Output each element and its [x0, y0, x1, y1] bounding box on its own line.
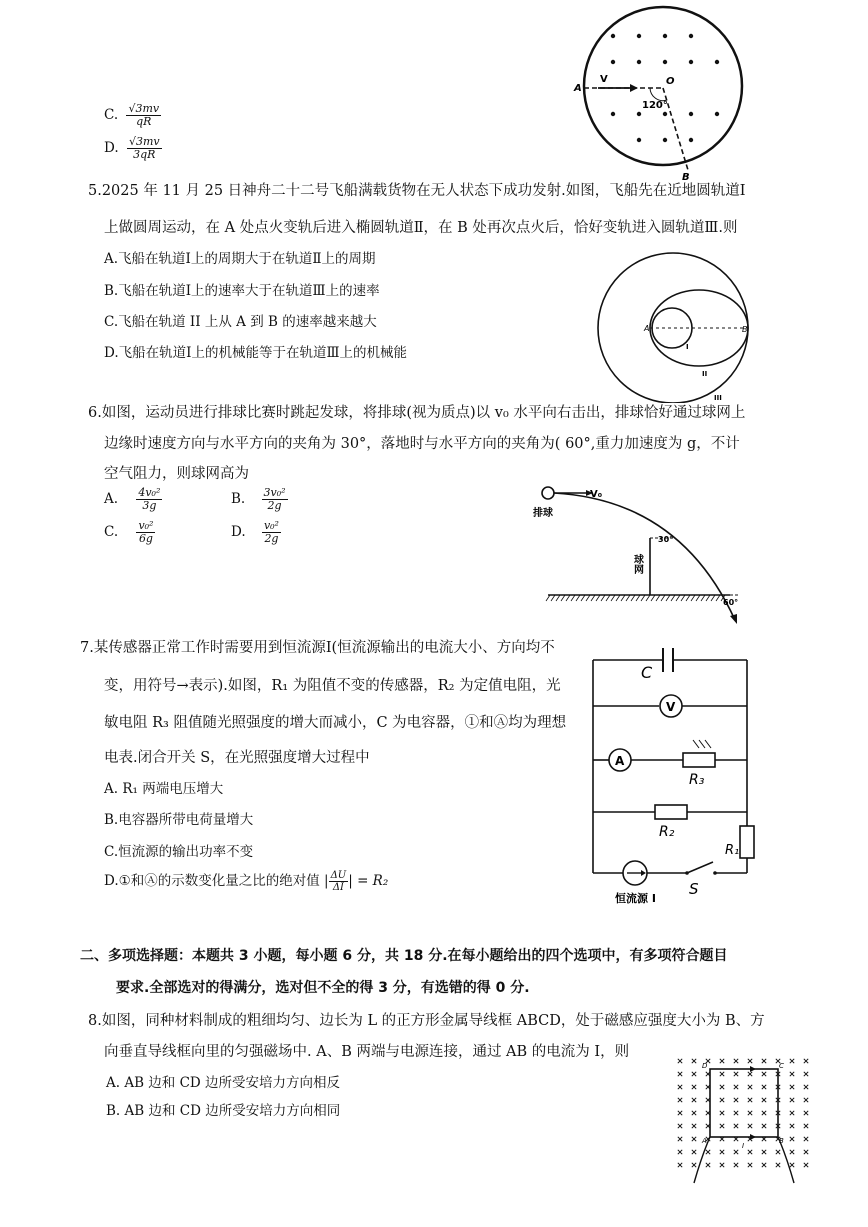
- q7-resistor-r1: [740, 826, 754, 858]
- q8-field-cross: [748, 1098, 752, 1102]
- q8-field-cross: [790, 1150, 794, 1154]
- q6-option-d-label: D.: [231, 524, 246, 540]
- q6-stem-line-2: 边缘时速度方向与水平方向的夹角为 30°，落地时与水平方向的夹角为( 60°,重力加速度为 g，不计: [104, 436, 740, 452]
- q7-option-d-suffix: | = R₂: [348, 873, 389, 889]
- q4-option-c-fraction: [126, 103, 161, 128]
- q7-light-arrow-3: [705, 740, 711, 748]
- q7-switch-contact: [713, 871, 717, 875]
- q8-field-cross: [678, 1137, 682, 1141]
- q7-stem-line-2: 变，用符号→表示).如图，R₁ 为阻值不变的传感器，R₂ 为定值电阻，光: [104, 678, 561, 694]
- q6-hatch-line: [606, 595, 610, 601]
- q5-option-c: C.飞船在轨道 II 上从 A 到 B 的速率越来越大: [104, 314, 377, 330]
- q8-field-cross: [734, 1059, 738, 1063]
- q6-hatch-line: [551, 595, 555, 601]
- q8-field-cross: [804, 1163, 808, 1167]
- q8-field-cross: [790, 1059, 794, 1063]
- q5-label-iii: III: [714, 394, 722, 402]
- q4-field-dot: [689, 60, 693, 64]
- q8-label-b: B: [779, 1137, 784, 1145]
- q6-option-b-denominator: 2g: [267, 499, 282, 512]
- q8-field-cross: [692, 1111, 696, 1115]
- q8-field-cross: [804, 1111, 808, 1115]
- q7-switch-pivot: [685, 871, 689, 875]
- q4-option-d-denominator: 3qR: [133, 148, 156, 161]
- q8-field-cross: [706, 1150, 710, 1154]
- q5-label-i: I: [686, 343, 689, 351]
- q6-option-c-numerator: v₀²: [138, 519, 154, 532]
- q8-current-arrowhead-dc: [750, 1066, 756, 1072]
- q8-option-a: A. AB 边和 CD 边所受安培力方向相反: [106, 1075, 341, 1091]
- q8-field-cross: [720, 1059, 724, 1063]
- q8-field-cross: [804, 1124, 808, 1128]
- q8-field-cross: [790, 1072, 794, 1076]
- q6-hatch-line: [656, 595, 660, 601]
- q7-option-d-fraction: [329, 870, 349, 893]
- q6-hatch-line: [576, 595, 580, 601]
- q8-field-cross: [748, 1059, 752, 1063]
- q6-option-d-fraction: [262, 520, 281, 545]
- q8-field-cross: [748, 1150, 752, 1154]
- q8-field-cross: [678, 1085, 682, 1089]
- q5-stem-line-2: 上做圆周运动，在 A 处点火变轨后进入椭圆轨道Ⅱ，在 B 处再次点火后，恰好变轨进入圆轨道Ⅲ.则: [104, 220, 738, 236]
- q8-field-cross: [720, 1085, 724, 1089]
- q4-field-dot: [637, 60, 641, 64]
- q4-field-dot: [689, 34, 693, 38]
- q8-field-cross: [748, 1163, 752, 1167]
- q8-field-cross: [678, 1111, 682, 1115]
- q4-option-c-numerator: √3mv: [128, 102, 160, 115]
- q6-hatch-line: [701, 595, 705, 601]
- q4-option-d-numerator: √3mv: [128, 135, 160, 148]
- q4-option-d-label: D.: [104, 140, 119, 156]
- q8-field-cross: [678, 1150, 682, 1154]
- q8-field-cross: [748, 1085, 752, 1089]
- q6-hatch-line: [691, 595, 695, 601]
- q6-hatch-line: [716, 595, 720, 601]
- q7-label-s: S: [689, 880, 699, 898]
- q6-hatch-line: [666, 595, 670, 601]
- q8-field-cross: [706, 1163, 710, 1167]
- q6-hatch-line: [586, 595, 590, 601]
- q8-field-cross: [720, 1111, 724, 1115]
- q4-option-c-denominator: qR: [136, 115, 152, 128]
- q6-hatch-line: [631, 595, 635, 601]
- q6-hatch-line: [621, 595, 625, 601]
- q7-stem-line-3: 敏电阻 R₃ 阻值随光照强度的增大而减小，C 为电容器，①和Ⓐ均为理想: [104, 715, 567, 731]
- q6-option-a-label: A.: [104, 491, 119, 507]
- q8-field-cross: [734, 1150, 738, 1154]
- q6-option-b-numerator: 3v₀²: [263, 486, 286, 499]
- q4-field-dot: [611, 34, 615, 38]
- q8-field-cross: [734, 1163, 738, 1167]
- q6-label-net: 球网: [631, 554, 643, 574]
- q8-field-cross: [762, 1163, 766, 1167]
- q6-hatch-line: [616, 595, 620, 601]
- q7-option-c: C.恒流源的输出功率不变: [104, 844, 254, 860]
- q8-field-cross: [804, 1137, 808, 1141]
- q4-option-d-fraction: [127, 136, 162, 161]
- q6-option-d-denominator: 2g: [264, 532, 279, 545]
- q6-option-d-numerator: v₀²: [263, 519, 279, 532]
- q6-hatch-line: [626, 595, 630, 601]
- q6-hatch-line: [676, 595, 680, 601]
- q6-ball: [542, 487, 554, 499]
- q7-option-d-denominator: ΔI: [332, 882, 344, 893]
- q4-option-c: [104, 103, 161, 128]
- q5-stem-line-1: 5.2025 年 11 月 25 日神舟二十二号飞船满载货物在无人状态下成功发射.如图，飞船先在近地圆轨道Ⅰ: [88, 183, 746, 199]
- q6-hatch-line: [596, 595, 600, 601]
- q4-option-d: [104, 136, 162, 161]
- q6-hatch-line: [646, 595, 650, 601]
- q7-resistor-r3: [683, 753, 715, 767]
- q7-resistor-r2: [655, 805, 687, 819]
- q8-field-cross: [678, 1098, 682, 1102]
- q6-option-a-numerator: 4v₀²: [138, 486, 161, 499]
- q4-field-dot: [637, 34, 641, 38]
- q7-label-source: 恒流源 I: [615, 892, 656, 905]
- q8-field-cross: [692, 1137, 696, 1141]
- q8-field-cross: [720, 1124, 724, 1128]
- q4-angle-arc: [650, 88, 667, 101]
- section2-heading-line-2: 要求.全部选对的得满分，选对但不全的得 3 分，有选错的得 0 分.: [116, 980, 530, 996]
- q8-field-cross: [692, 1085, 696, 1089]
- q5-label-ii: II: [702, 370, 708, 378]
- q5-orbit-iii: [598, 253, 748, 403]
- q4-field-dot: [715, 112, 719, 116]
- q8-field-cross: [804, 1085, 808, 1089]
- q7-light-arrow-1: [693, 740, 699, 748]
- q8-field-cross: [790, 1085, 794, 1089]
- q6-hatch-line: [601, 595, 605, 601]
- q7-option-b: B.电容器所带电荷量增大: [104, 812, 254, 828]
- q6-trajectory-arrowhead: [730, 614, 737, 624]
- q8-square-frame: [710, 1069, 778, 1137]
- q8-field-cross: [734, 1085, 738, 1089]
- q8-field-cross: [678, 1124, 682, 1128]
- q6-stem-line-1: 6.如图，运动员进行排球比赛时跳起发球，将排球(视为质点)以 v₀ 水平向右击出，排球恰好通过球网上: [88, 405, 746, 421]
- q8-field-cross: [734, 1111, 738, 1115]
- q4-label-b: B: [682, 172, 690, 182]
- q8-stem-line-1: 8.如图，同种材料制成的粗细均匀、边长为 L 的正方形金属导线框 ABCD，处于磁感应强度大小为 B、方: [88, 1013, 765, 1029]
- q5-orbit-figure: [590, 238, 770, 403]
- q5-option-a: A.飞船在轨道Ⅰ上的周期大于在轨道Ⅱ上的周期: [104, 251, 376, 267]
- q4-field-dot: [663, 112, 667, 116]
- q7-label-r3: R₃: [689, 772, 705, 788]
- q8-field-cross: [762, 1111, 766, 1115]
- q4-label-a: A: [574, 83, 582, 94]
- q8-field-cross: [776, 1163, 780, 1167]
- q8-field-cross: [790, 1137, 794, 1141]
- q6-hatch-line: [661, 595, 665, 601]
- q8-field-cross: [692, 1098, 696, 1102]
- q6-hatch-line: [651, 595, 655, 601]
- q8-field-cross: [790, 1124, 794, 1128]
- q6-hatch-line: [571, 595, 575, 601]
- q6-option-c: [104, 520, 155, 545]
- q7-label-c: C: [641, 663, 653, 682]
- q8-field-cross: [748, 1111, 752, 1115]
- q8-field-cross: [692, 1163, 696, 1167]
- q8-field-cross: [734, 1124, 738, 1128]
- q6-option-b: [231, 487, 288, 512]
- q6-hatch-line: [671, 595, 675, 601]
- q4-label-o: O: [666, 76, 675, 87]
- q4-field-dot: [715, 60, 719, 64]
- q7-circuit-figure: [585, 640, 765, 905]
- q8-field-cross: [804, 1150, 808, 1154]
- q6-label-angle-30: 30°: [658, 535, 674, 544]
- q8-field-cross: [762, 1150, 766, 1154]
- q4-label-v: V: [600, 74, 608, 85]
- q8-field-crosses: [678, 1059, 808, 1167]
- q8-field-cross: [678, 1072, 682, 1076]
- q5-label-a: A: [644, 324, 650, 333]
- q7-option-d-numerator: ΔU: [330, 870, 347, 881]
- q7-label-a: A: [615, 754, 625, 768]
- q6-hatch-line: [591, 595, 595, 601]
- q6-hatch-line: [636, 595, 640, 601]
- q4-label-angle: 120°: [642, 100, 668, 111]
- q6-option-b-label: B.: [231, 491, 246, 507]
- q4-velocity-arrowhead: [630, 84, 638, 92]
- q6-hatch-line: [686, 595, 690, 601]
- q8-field-cross: [790, 1098, 794, 1102]
- q8-current-arrowhead-ab: [750, 1134, 756, 1140]
- q6-hatch-line: [681, 595, 685, 601]
- q6-stem-line-3: 空气阻力，则球网高为: [104, 466, 249, 482]
- q6-option-a: [104, 487, 162, 512]
- q8-field-cross: [692, 1059, 696, 1063]
- q8-field-cross: [720, 1072, 724, 1076]
- q6-option-d: [231, 520, 281, 545]
- q7-stem-line-4: 电表.闭合开关 S，在光照强度增大过程中: [104, 750, 370, 766]
- q6-hatch-line: [706, 595, 710, 601]
- q6-hatch-line: [711, 595, 715, 601]
- q8-option-b: B. AB 边和 CD 边所受安培力方向相同: [106, 1103, 341, 1119]
- q4-field-dot: [637, 112, 641, 116]
- q8-label-c: C: [779, 1062, 784, 1070]
- q8-field-cross: [720, 1150, 724, 1154]
- q5-option-b: B.飞船在轨道Ⅰ上的速率大于在轨道Ⅲ上的速率: [104, 283, 380, 299]
- q6-ground-hatching: [546, 595, 725, 601]
- q8-stem-line-2: 向垂直导线框向里的匀强磁场中. A、B 两端与电源连接，通过 AB 的电流为 I，则: [104, 1044, 630, 1060]
- q8-field-cross: [804, 1072, 808, 1076]
- q6-option-a-fraction: [136, 487, 162, 512]
- q6-hatch-line: [696, 595, 700, 601]
- q4-field-dot: [637, 138, 641, 142]
- q6-option-a-denominator: 3g: [142, 499, 157, 512]
- q8-field-cross: [776, 1150, 780, 1154]
- q7-light-arrow-2: [699, 740, 705, 748]
- q5-label-b: B: [742, 325, 748, 334]
- q8-field-cross: [790, 1111, 794, 1115]
- q6-volleyball-figure: [530, 480, 755, 628]
- q8-label-a: A: [702, 1137, 707, 1145]
- q4-magnetic-field-figure: [570, 0, 750, 182]
- q6-option-c-fraction: [136, 520, 155, 545]
- q8-label-i: I: [742, 1142, 745, 1150]
- section2-heading-line-1: 二、多项选择题：本题共 3 小题，每小题 6 分，共 18 分.在每小题给出的四个选项中，有多项符合题目: [80, 948, 728, 964]
- q8-field-cross: [804, 1098, 808, 1102]
- q4-field-dot: [689, 112, 693, 116]
- q4-option-c-label: C.: [104, 107, 119, 123]
- q7-option-d: [104, 870, 388, 893]
- q7-switch-blade: [687, 862, 713, 873]
- q8-field-cross: [720, 1098, 724, 1102]
- q6-label-angle-60: 60°: [723, 598, 739, 607]
- q7-stem-line-1: 7.某传感器正常工作时需要用到恒流源Ⅰ(恒流源输出的电流大小、方向均不: [80, 640, 555, 656]
- q7-label-v: V: [666, 700, 676, 714]
- q6-hatch-line: [641, 595, 645, 601]
- q8-field-cross: [734, 1072, 738, 1076]
- q8-field-cross: [762, 1098, 766, 1102]
- q8-field-cross: [734, 1098, 738, 1102]
- q4-field-dot: [663, 138, 667, 142]
- q8-field-cross: [692, 1124, 696, 1128]
- q5-option-d: D.飞船在轨道Ⅰ上的机械能等于在轨道Ⅲ上的机械能: [104, 345, 407, 361]
- q6-label-v0: V₀: [590, 489, 603, 500]
- q7-label-r1: R₁: [725, 843, 740, 858]
- q6-option-c-label: C.: [104, 524, 119, 540]
- q6-hatch-line: [561, 595, 565, 601]
- q4-field-boundary: [584, 7, 742, 165]
- q8-field-cross: [762, 1085, 766, 1089]
- q8-wire-frame-figure: [672, 1055, 812, 1185]
- q8-field-cross: [748, 1124, 752, 1128]
- q4-field-dot: [689, 138, 693, 142]
- q8-field-cross: [692, 1150, 696, 1154]
- q8-field-cross: [790, 1163, 794, 1167]
- q8-field-cross: [748, 1072, 752, 1076]
- q8-field-cross: [762, 1124, 766, 1128]
- q8-field-cross: [678, 1059, 682, 1063]
- q6-hatch-line: [581, 595, 585, 601]
- q6-hatch-line: [546, 595, 550, 601]
- q8-field-cross: [762, 1059, 766, 1063]
- q7-source-arrowhead: [641, 870, 646, 876]
- q8-field-cross: [678, 1163, 682, 1167]
- q4-field-dot: [663, 34, 667, 38]
- q7-option-a: A. R₁ 两端电压增大: [104, 781, 224, 797]
- q4-field-dot: [611, 60, 615, 64]
- q8-field-cross: [804, 1059, 808, 1063]
- q8-field-cross: [762, 1072, 766, 1076]
- q7-label-r2: R₂: [659, 824, 675, 840]
- q6-option-c-denominator: 6g: [138, 532, 153, 545]
- q4-field-dot: [663, 60, 667, 64]
- q8-field-cross: [692, 1072, 696, 1076]
- q6-hatch-line: [566, 595, 570, 601]
- q8-field-cross: [720, 1163, 724, 1167]
- q6-hatch-line: [611, 595, 615, 601]
- q7-option-d-prefix: D.①和Ⓐ的示数变化量之比的绝对值 |: [104, 873, 329, 889]
- q8-label-d: D: [702, 1062, 708, 1070]
- q6-option-b-fraction: [262, 487, 288, 512]
- q4-field-dot: [611, 112, 615, 116]
- q6-label-ball: 排球: [533, 508, 553, 519]
- q6-hatch-line: [556, 595, 560, 601]
